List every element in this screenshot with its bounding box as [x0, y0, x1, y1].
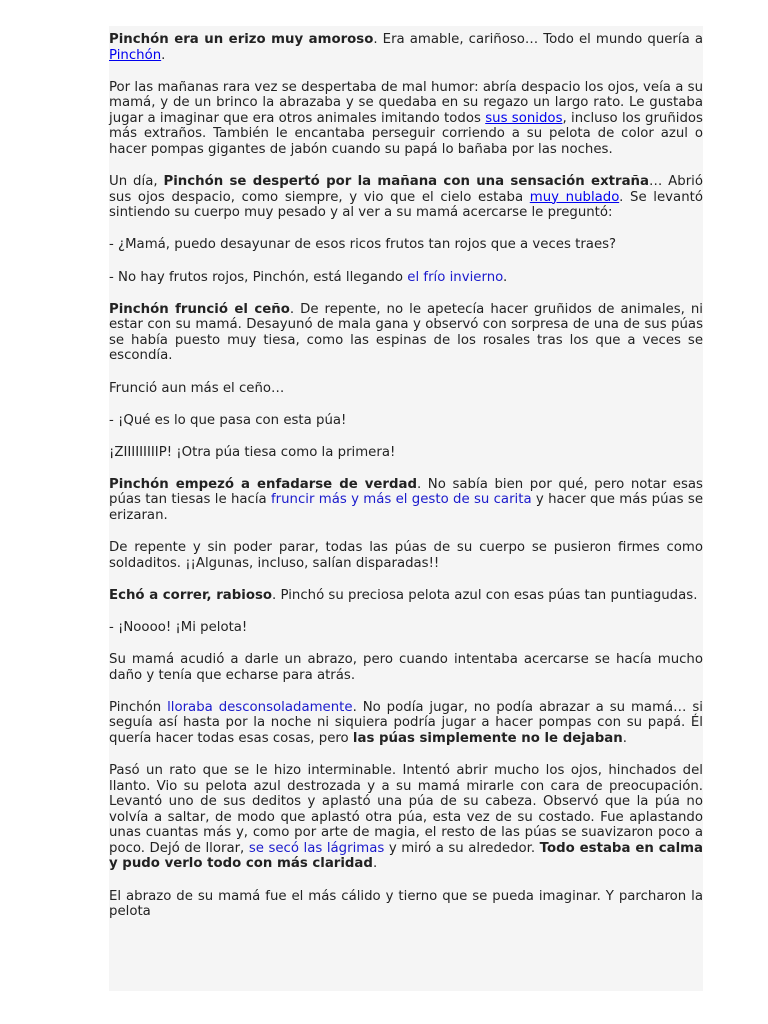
text-run: . No podía jugar, no podía abrazar a su mamá… si seguía así hasta por la noche ni siquiera podría jugar a hacer pompas con su papá. Él quería hacer todas esas cosas, pero	[109, 699, 703, 746]
text-run: . De repente, no le apetecía hacer gruñidos de animales, ni estar con su mamá. Desayunó de mala gana y observó con sorpresa de una de sus púas se había puesto muy tiesa, como las espinas de los rosales tras los que a veces se escondía.	[109, 301, 703, 364]
bold-phrase: Pinchón era un erizo muy amoroso	[109, 32, 374, 47]
paragraph: El abrazo de su mamá fue el más cálido y tierno que se pueda imaginar. Y parcharon la pelota	[109, 888, 703, 920]
text-run: … Abrió sus ojos despacio, como siempre, y vio que el cielo estaba	[109, 174, 704, 205]
text-run: .	[503, 269, 508, 285]
paragraph	[109, 588, 703, 604]
bold-phrase: Pinchón frunció el ceño	[109, 301, 290, 317]
text-run: . Se levantó sintiendo su cuerpo muy pesado y al ver a su mamá acercarse le preguntó:	[109, 189, 703, 221]
text-run: Por las mañanas rara vez se despertaba de mal humor: abría despacio los ojos, veía a su mamá, y de un brinco la abrazaba y se quedaba en su regazo un largo rato. Le gustaba jugar a imaginar que era otros animales imitando todos	[109, 79, 703, 126]
highlighted-phrase: lloraba desconsoladamente	[167, 699, 353, 715]
text-run: y miró a su alrededor.	[384, 840, 540, 856]
paragraph	[109, 270, 703, 286]
bold-phrase: Pinchón empezó a enfadarse de verdad	[109, 476, 417, 492]
link-muy-nublado[interactable]: muy nublado	[529, 189, 620, 205]
text-run: y hacer que más púas se erizaran.	[109, 492, 704, 523]
paragraph: De repente y sin poder parar, todas las púas de su cuerpo se pusieron firmes como soldaditos. ¡¡Algunas, incluso, salían disparadas!!	[109, 540, 703, 571]
text-run: . No sabía bien por qué, pero notar esas púas tan tiesas le hacía	[109, 476, 703, 508]
paragraph	[109, 32, 703, 63]
bold-phrase: Echó a correr, rabioso	[109, 587, 273, 603]
paragraph: ¡ZIIIIIIIIIP! ¡Otra púa tiesa como la primera!	[109, 444, 396, 460]
text-run: - No hay frutos rojos, Pinchón, está llegando	[109, 269, 408, 285]
text-run: .	[622, 730, 627, 746]
bold-phrase: Todo estaba en calma y pudo verlo todo con más claridad	[109, 840, 703, 872]
paragraph	[109, 174, 703, 221]
text-run: . Era amable, cariñoso… Todo el mundo quería a	[373, 32, 703, 47]
paragraph: Frunció aun más el ceño…	[109, 380, 285, 396]
paragraph: - ¡Noooo! ¡Mi pelota!	[109, 619, 248, 635]
link-pinchon[interactable]: Pinchón	[109, 47, 162, 63]
highlighted-phrase: el frío invierno	[407, 269, 504, 285]
text-run: Pasó un rato que se le hizo interminable. Intentó abrir mucho los ojos, hinchados del llanto. Vio su pelota azul destrozada y a su mamá mirarle con cara de preocupación. Levantó uno de sus deditos y aplastó una púa de su cabeza. Observó que la púa no volvía a saltar, de modo que aplastó otra púa, esta vez de su costado. Fue aplastando unas cuantas más y, como por arte de magia, el resto de las púas se suavizaron poco a poco. Dejó de llorar,	[109, 762, 703, 856]
paragraph	[109, 763, 703, 872]
bold-phrase: las púas simplemente no le dejaban	[352, 730, 623, 746]
paragraph	[109, 700, 703, 747]
text-run: .	[161, 47, 166, 63]
paragraph: - ¡Qué es lo que pasa con esta púa!	[109, 412, 347, 428]
paragraph	[109, 80, 703, 158]
highlighted-phrase: fruncir más y más el gesto de su carita	[270, 492, 532, 508]
paragraph: Su mamá acudió a darle un abrazo, pero cuando intentaba acercarse se hacía mucho daño y tenía que echarse para atrás.	[109, 651, 703, 683]
link-sus-sonidos[interactable]: sus sonidos	[485, 110, 563, 126]
story-text	[109, 26, 703, 920]
paragraph: - ¿Mamá, puedo desayunar de esos ricos frutos tan rojos que a veces traes?	[109, 237, 617, 253]
text-run: Pinchón	[109, 699, 168, 715]
bold-phrase: Pinchón se despertó por la mañana con una sensación extraña	[163, 174, 649, 190]
text-run: , incluso los gruñidos más extraños. También le encantaba perseguir corriendo a su pelota de color azul o hacer pompas gigantes de jabón cuando su papá lo bañaba por las noches.	[109, 110, 703, 158]
paragraph	[109, 477, 703, 524]
text-run: Un día,	[109, 174, 164, 190]
document-page	[109, 26, 703, 991]
text-run: . Pinchó su preciosa pelota azul con esas púas tan puntiagudas.	[272, 587, 698, 603]
text-run: .	[372, 856, 378, 872]
paragraph	[109, 302, 703, 364]
highlighted-phrase: se secó las lágrimas	[248, 840, 385, 856]
